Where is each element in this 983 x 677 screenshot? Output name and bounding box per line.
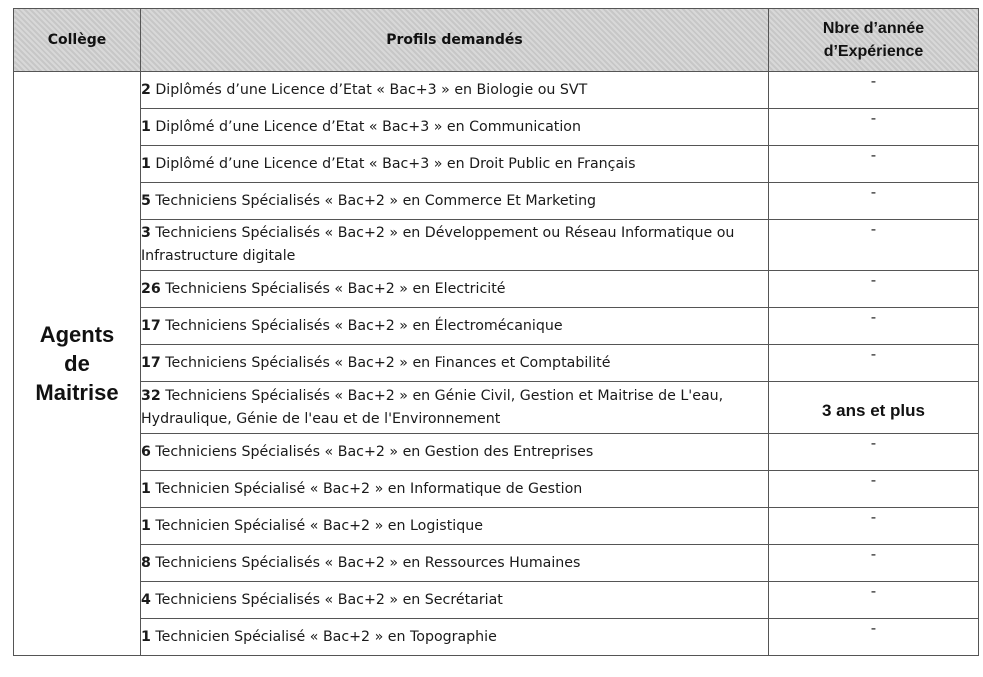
profile-text: Diplômés d’une Licence d’Etat « Bac+3 » en Biologie ou SVT — [150, 81, 588, 98]
profile-count: 32 — [141, 387, 161, 404]
table-row — [14, 308, 979, 345]
profile-count: 1 — [141, 155, 151, 172]
profile-text: Diplômé d’une Licence d’Etat « Bac+3 » en Communication — [150, 118, 581, 135]
table-row — [14, 619, 979, 656]
profile-text: Techniciens Spécialisés « Bac+2 » en Ressources Humaines — [150, 554, 581, 571]
college-cell — [14, 72, 141, 656]
profile-count: 3 — [141, 225, 151, 241]
profile-cell — [141, 345, 769, 382]
experience-cell: - — [769, 619, 979, 656]
profile-text: Techniciens Spécialisés « Bac+2 » en Développement ou Réseau Informatique ou Infrastructure digitale — [141, 225, 735, 264]
experience-cell: - — [769, 271, 979, 308]
experience-cell: - — [769, 72, 979, 109]
profile-text: Technicien Spécialisé « Bac+2 » en Logistique — [150, 517, 483, 534]
experience-cell: - — [769, 220, 979, 271]
profile-count: 6 — [141, 443, 151, 460]
profile-count: 4 — [141, 591, 151, 608]
experience-cell: - — [769, 582, 979, 619]
college-column-header: Collège — [14, 9, 141, 72]
experience-cell: - — [769, 183, 979, 220]
experience-cell: 3 ans et plus — [769, 382, 979, 434]
profile-cell — [141, 220, 769, 271]
table-row — [14, 345, 979, 382]
profile-count: 8 — [141, 554, 151, 571]
profile-cell — [141, 434, 769, 471]
experience-header-line2: d’Expérience — [823, 43, 924, 60]
profile-text: Techniciens Spécialisés « Bac+2 » en Gestion des Entreprises — [150, 443, 594, 460]
college-line1: Agents — [39, 322, 115, 347]
profile-count: 1 — [141, 628, 151, 645]
table-row — [14, 582, 979, 619]
profile-count: 1 — [141, 517, 151, 534]
profile-cell — [141, 582, 769, 619]
experience-header-line1: Nbre d’année — [822, 20, 925, 37]
experience-column-header — [769, 9, 979, 72]
profile-count: 5 — [141, 192, 151, 209]
profile-cell — [141, 72, 769, 109]
profile-cell — [141, 183, 769, 220]
experience-cell: - — [769, 508, 979, 545]
profile-cell — [141, 508, 769, 545]
college-line3: Maitrise — [35, 380, 119, 405]
experience-cell: - — [769, 146, 979, 183]
profile-count: 17 — [141, 317, 161, 334]
recruitment-table — [13, 8, 979, 656]
college-line2: de — [64, 351, 90, 376]
profile-cell — [141, 146, 769, 183]
experience-cell: - — [769, 434, 979, 471]
table-row — [14, 183, 979, 220]
table-header-row — [14, 9, 979, 72]
profile-text: Technicien Spécialisé « Bac+2 » en Informatique de Gestion — [150, 480, 583, 497]
table-row — [14, 146, 979, 183]
profile-text: Techniciens Spécialisés « Bac+2 » en Électromécanique — [160, 317, 563, 334]
table-row — [14, 271, 979, 308]
profile-cell — [141, 382, 769, 434]
experience-cell: - — [769, 545, 979, 582]
profile-text: Technicien Spécialisé « Bac+2 » en Topographie — [150, 628, 497, 645]
profile-text: Techniciens Spécialisés « Bac+2 » en Electricité — [160, 280, 506, 297]
profile-cell — [141, 308, 769, 345]
table-row — [14, 471, 979, 508]
table-row — [14, 72, 979, 109]
experience-cell: - — [769, 109, 979, 146]
recruitment-table-sheet — [13, 8, 978, 674]
profile-count: 1 — [141, 118, 151, 135]
profile-text: Techniciens Spécialisés « Bac+2 » en Finances et Comptabilité — [160, 354, 611, 371]
profile-cell — [141, 471, 769, 508]
experience-cell: - — [769, 471, 979, 508]
profile-cell — [141, 271, 769, 308]
experience-cell: - — [769, 308, 979, 345]
profile-cell — [141, 619, 769, 656]
profile-text: Techniciens Spécialisés « Bac+2 » en Secrétariat — [150, 591, 503, 608]
table-row — [14, 382, 979, 434]
profile-count: 26 — [141, 280, 161, 297]
profile-count: 17 — [141, 354, 161, 371]
table-row — [14, 220, 979, 271]
profile-text: Techniciens Spécialisés « Bac+2 » en Commerce Et Marketing — [150, 192, 597, 209]
profiles-column-header: Profils demandés — [141, 9, 769, 72]
profile-cell — [141, 545, 769, 582]
table-row — [14, 508, 979, 545]
table-row — [14, 109, 979, 146]
profile-text: Diplômé d’une Licence d’Etat « Bac+3 » en Droit Public en Français — [150, 155, 636, 172]
profile-cell — [141, 109, 769, 146]
profile-count: 1 — [141, 480, 151, 497]
profile-count: 2 — [141, 81, 151, 98]
profile-text: Techniciens Spécialisés « Bac+2 » en Génie Civil, Gestion et Maitrise de L'eau, Hydraulique, Génie de l'eau et de l'Environnement — [141, 387, 724, 427]
table-row — [14, 545, 979, 582]
experience-cell: - — [769, 345, 979, 382]
table-row — [14, 434, 979, 471]
